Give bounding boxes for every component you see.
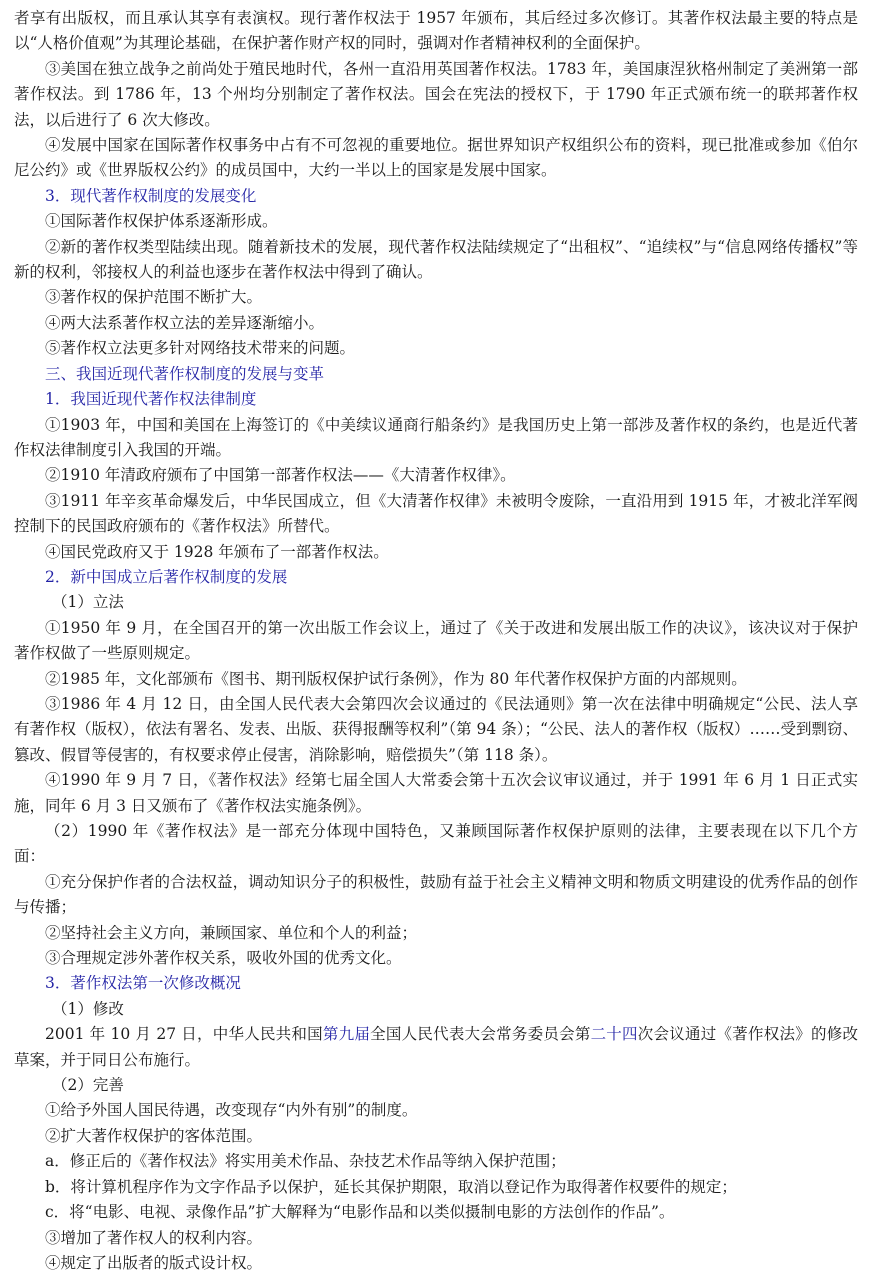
section-heading-3b: 3．著作权法第一次修改概况 xyxy=(45,974,241,993)
subheading-revision: （1）修改 xyxy=(52,999,124,1018)
paragraph-p14: ①1950 年 9 月，在全国召开的第一次出版工作会议上，通过了《关于改进和发展出版工作的决议》，该决议对于保护著作权做了一些原则规定。 xyxy=(14,618,858,663)
paragraph-p28: b．将计算机程序作为文字作品予以保护，延长其保护期限，取消以登记作为取得著作权要件的规定； xyxy=(45,1177,737,1196)
paragraph-p25: ①给予外国人国民待遇，改变现存“内外有别”的制度。 xyxy=(45,1101,418,1120)
section-heading-2: 2．新中国成立后著作权制度的发展 xyxy=(45,567,288,586)
paragraph-p11: ③1911 年辛亥革命爆发后，中华民国成立，但《大清著作权律》未被明令废除，一直沿用到 1915 年，才被北洋军阀控制下的民国政府颁布的《著作权法》所替代。 xyxy=(14,491,858,536)
paragraph-p29: c．将“电影、电视、录像作品”扩大解释为“电影作品和以类似摄制电影的方法创作的作品”。 xyxy=(45,1203,675,1222)
paragraph-p27: a．修正后的《著作权法》将实用美术作品、杂技艺术作品等纳入保护范围； xyxy=(45,1152,566,1171)
subheading-improvement: （2）完善 xyxy=(52,1076,124,1095)
highlight-span: 二十四 xyxy=(590,1025,638,1044)
paragraph-p18: （2）1990 年《著作权法》是一部充分体现中国特色，又兼顾国际著作权保护原则的法律，主要表现在以下几个方面： xyxy=(14,822,858,866)
highlight-span: 第九届 xyxy=(322,1025,371,1044)
paragraph-p2: ③美国在独立战争之前尚处于殖民地时代，各州一直沿用英国著作权法。1783 年，美国康涅狄格州制定了美洲第一部著作权法。到 1786 年，13 个州均分别制定了著作权法。国会在宪法的授权下，于 1790 年正式颁布统一的联邦著作权法，以后进行了 6 次大修改。 xyxy=(14,59,858,129)
paragraph-p9: ①1903 年，中国和美国在上海签订的《中美续议通商行船条约》是我国历史上第一部涉及著作权的条约，也是近代著作权法律制度引入我国的开端。 xyxy=(14,415,858,459)
paragraph-p26: ②扩大著作权保护的客体范围。 xyxy=(45,1126,263,1145)
paragraph-p1: 者享有出版权，而且承认其享有表演权。现行著作权法于 1957 年颁布，其后经过多次修订。其著作权法最主要的特点是以“人格价值观”为其理论基础，在保护著作财产权的同时，强调对作者精神权利的全面保护。 xyxy=(14,9,858,53)
paragraph-p3: ④发展中国家在国际著作权事务中占有不可忽视的重要地位。据世界知识产权组织公布的资料，现已批准或参加《伯尔尼公约》或《世界版权公约》的成员国中，大约一半以上的国家是发展中国家。 xyxy=(14,136,858,180)
paragraph-p17: ④1990 年 9 月 7 日，《著作权法》经第七届全国人大常委会第十五次会议审议通过，并于 1991 年 6 月 1 日正式实施，同年 6 月 3 日又颁布了《著作权法实施条例》。 xyxy=(14,771,858,815)
section-heading-3: 3．现代著作权制度的发展变化 xyxy=(45,186,257,205)
paragraph-p30: ③增加了著作权人的权利内容。 xyxy=(45,1228,263,1247)
paragraph-p23: 2001 年 10 月 27 日，中华人民共和国第九届全国人民代表大会常务委员会第二十四次会议通过《著作权法》的修改草案，并于同日公布施行。 xyxy=(14,1025,858,1069)
paragraph-p5: ②新的著作权类型陆续出现。随着新技术的发展，现代著作权法陆续规定了“出租权”、“追续权”与“信息网络传播权”等新的权利，邻接权人的利益也逐步在著作权法中得到了确认。 xyxy=(14,237,858,282)
paragraph-p10: ②1910 年清政府颁布了中国第一部著作权法——《大清著作权律》。 xyxy=(45,466,516,485)
section-heading-1: 1．我国近现代著作权法律制度 xyxy=(45,390,257,409)
paragraph-p21: ③合理规定涉外著作权关系，吸收外国的优秀文化。 xyxy=(45,949,402,968)
paragraph-p6: ③著作权的保护范围不断扩大。 xyxy=(45,288,263,307)
chapter-heading-three: 三、我国近现代著作权制度的发展与变革 xyxy=(45,364,325,383)
paragraph-p7: ④两大法系著作权立法的差异逐渐缩小。 xyxy=(45,313,325,332)
paragraph-p4: ①国际著作权保护体系逐渐形成。 xyxy=(45,212,278,231)
paragraph-p20: ②坚持社会主义方向，兼顾国家、单位和个人的利益； xyxy=(45,923,418,942)
paragraph-p31: ④规定了出版者的版式设计权。 xyxy=(45,1253,263,1272)
paragraph-p16: ③1986 年 4 月 12 日，由全国人民代表大会第四次会议通过的《民法通则》第一次在法律中明确规定“公民、法人享有著作权（版权），依法有署名、发表、出版、获得报酬等权利”（第 94 条）；“公民、法人的著作权（版权）……受到剽窃、篡改、假冒等侵害的，有权要求停止侵害，消除影响，赔偿损失”（第 118 条）。 xyxy=(14,694,858,764)
subheading-legislation: （1）立法 xyxy=(52,593,124,612)
paragraph-p15: ②1985 年，文化部颁布《图书、期刊版权保护试行条例》，作为 80 年代著作权保护方面的内部规则。 xyxy=(45,669,747,688)
paragraph-p19: ①充分保护作者的合法权益，调动知识分子的积极性，鼓励有益于社会主义精神文明和物质文明建设的优秀作品的创作与传播； xyxy=(14,872,858,917)
paragraph-p8: ⑤著作权立法更多针对网络技术带来的问题。 xyxy=(45,339,356,358)
paragraph-p12: ④国民党政府又于 1928 年颁布了一部著作权法。 xyxy=(45,542,389,561)
